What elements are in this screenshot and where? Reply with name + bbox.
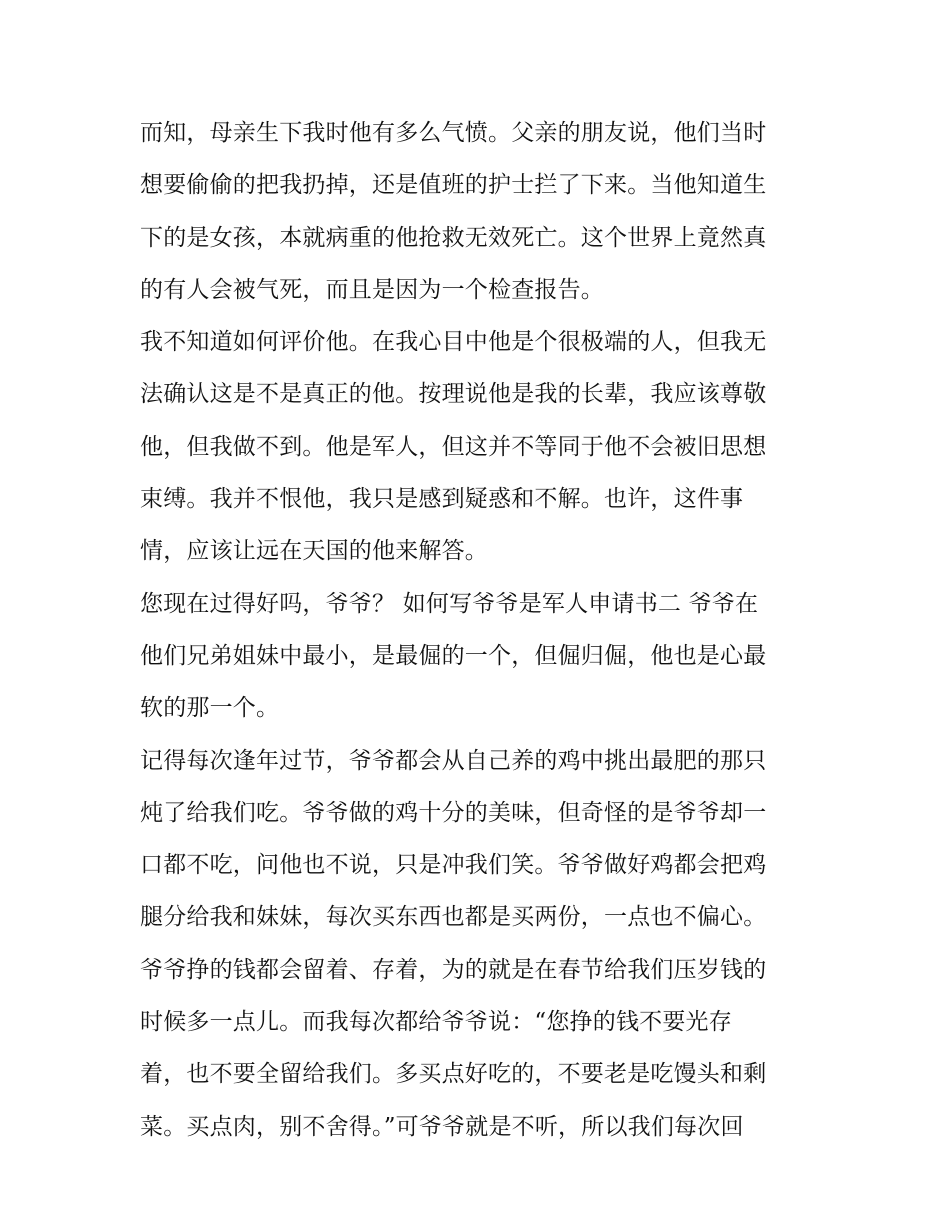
text-line: 时候多一点儿。而我每次都给爷爷说：“您挣的钱不要光存 <box>140 1009 732 1036</box>
text-line: 腿分给我和妹妹，每次买东西也都是买两份，一点也不偏心。 <box>140 904 767 931</box>
text-line: 炖了给我们吃。爷爷做的鸡十分的美味，但奇怪的是爷爷却一 <box>140 799 767 826</box>
text-line: 着，也不要全留给我们。多买点好吃的，不要老是吃馒头和剩 <box>140 1061 767 1088</box>
text-line: 而知，母亲生下我时他有多么气愤。父亲的朋友说，他们当时 <box>140 120 767 146</box>
text-line: 他们兄弟姐妹中最小，是最倔的一个，但倔归倔，他也是心最 <box>140 642 767 669</box>
text-line: 菜。买点肉，别不舍得。”可爷爷就是不听，所以我们每次回 <box>140 1113 744 1140</box>
text-line: 软的那一个。 <box>140 695 280 722</box>
document-body <box>140 107 820 1153</box>
text-line: 的有人会被气死，而且是因为一个检查报告。 <box>140 276 604 303</box>
text-line: 口都不吃，问他也不说，只是冲我们笑。爷爷做好鸡都会把鸡 <box>140 852 767 879</box>
text-line: 想要偷偷的把我扔掉，还是值班的护士拦了下来。当他知道生 <box>140 172 767 199</box>
text-line: 记得每次逢年过节，爷爷都会从自己养的鸡中挑出最肥的那只 <box>140 747 767 774</box>
text-line: 他，但我做不到。他是军人，但这并不等同于他不会被旧思想 <box>140 433 767 460</box>
text-line: 爷爷挣的钱都会留着、存着，为的就是在春节给我们压岁钱的 <box>140 956 767 983</box>
text-line: 情，应该让远在天国的他来解答。 <box>140 538 488 565</box>
text-line: 下的是女孩，本就病重的他抢救无效死亡。这个世界上竟然真 <box>140 224 767 251</box>
text-line: 束缚。我并不恨他，我只是感到疑惑和不解。也许，这件事 <box>140 486 744 513</box>
text-line: 我不知道如何评价他。在我心目中他是个很极端的人，但我无 <box>140 329 767 356</box>
text-line: 您现在过得好吗，爷爷？ 如何写爷爷是军人申请书二 爷爷在 <box>140 590 759 617</box>
text-line: 法确认这是不是真正的他。按理说他是我的长辈，我应该尊敬 <box>140 381 767 408</box>
